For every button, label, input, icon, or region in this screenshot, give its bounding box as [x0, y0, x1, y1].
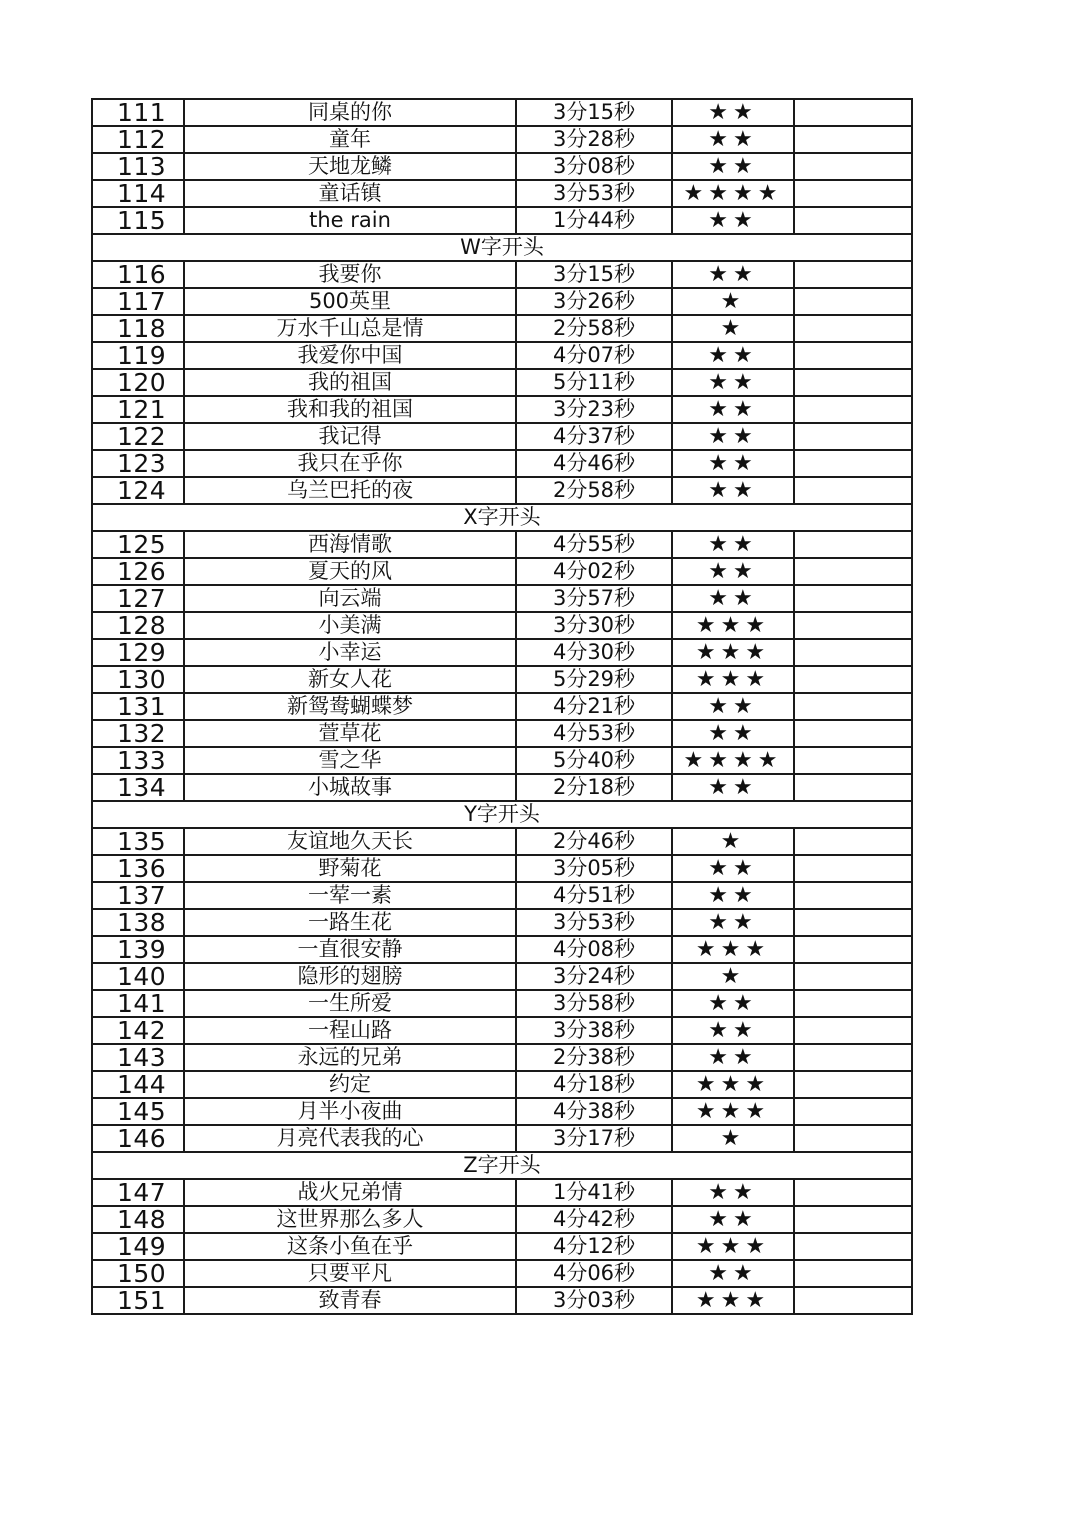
song-number: 150: [92, 1260, 184, 1287]
song-number: 128: [92, 612, 184, 639]
song-number: 116: [92, 261, 184, 288]
song-title: 我要你: [184, 261, 516, 288]
blank-cell: [794, 288, 912, 315]
song-title: 雪之华: [184, 747, 516, 774]
song-row: [92, 1179, 912, 1206]
song-duration: 4分06秒: [516, 1260, 672, 1287]
difficulty-stars: ★★★★: [672, 747, 794, 774]
song-number: 146: [92, 1125, 184, 1152]
difficulty-stars: ★★★★: [672, 180, 794, 207]
song-row: [92, 990, 912, 1017]
song-number: 130: [92, 666, 184, 693]
difficulty-stars: ★★: [672, 720, 794, 747]
song-duration: 2分58秒: [516, 315, 672, 342]
song-row: [92, 882, 912, 909]
song-row: [92, 774, 912, 801]
song-duration: 3分15秒: [516, 99, 672, 126]
blank-cell: [794, 1287, 912, 1314]
blank-cell: [794, 774, 912, 801]
difficulty-stars: ★★: [672, 1044, 794, 1071]
difficulty-stars: ★★: [672, 774, 794, 801]
blank-cell: [794, 909, 912, 936]
song-duration: 3分30秒: [516, 612, 672, 639]
song-number: 120: [92, 369, 184, 396]
song-number: 111: [92, 99, 184, 126]
song-title: 月半小夜曲: [184, 1098, 516, 1125]
song-duration: 5分40秒: [516, 747, 672, 774]
song-title: 500英里: [184, 288, 516, 315]
song-number: 142: [92, 1017, 184, 1044]
song-row: [92, 720, 912, 747]
song-number: 123: [92, 450, 184, 477]
song-duration: 4分51秒: [516, 882, 672, 909]
song-duration: 4分38秒: [516, 1098, 672, 1125]
song-row: [92, 369, 912, 396]
song-title: 月亮代表我的心: [184, 1125, 516, 1152]
song-row: [92, 558, 912, 585]
song-row: [92, 99, 912, 126]
section-header-row: [92, 1152, 912, 1179]
song-title: 这世界那么多人: [184, 1206, 516, 1233]
song-row: [92, 261, 912, 288]
difficulty-stars: ★: [672, 828, 794, 855]
song-number: 145: [92, 1098, 184, 1125]
blank-cell: [794, 1125, 912, 1152]
song-number: 139: [92, 936, 184, 963]
song-duration: 2分38秒: [516, 1044, 672, 1071]
difficulty-stars: ★★: [672, 1017, 794, 1044]
difficulty-stars: ★★: [672, 1179, 794, 1206]
blank-cell: [794, 585, 912, 612]
song-number: 136: [92, 855, 184, 882]
song-title: 小美满: [184, 612, 516, 639]
difficulty-stars: ★★: [672, 909, 794, 936]
difficulty-stars: ★★: [672, 1206, 794, 1233]
song-number: 133: [92, 747, 184, 774]
blank-cell: [794, 1098, 912, 1125]
song-duration: 3分05秒: [516, 855, 672, 882]
section-label: W字开头: [92, 234, 912, 261]
song-table: [91, 98, 913, 1315]
song-number: 115: [92, 207, 184, 234]
blank-cell: [794, 666, 912, 693]
song-row: [92, 315, 912, 342]
section-label: Z字开头: [92, 1152, 912, 1179]
blank-cell: [794, 558, 912, 585]
difficulty-stars: ★★: [672, 396, 794, 423]
blank-cell: [794, 477, 912, 504]
song-title: 一路生花: [184, 909, 516, 936]
difficulty-stars: ★★: [672, 153, 794, 180]
difficulty-stars: ★★: [672, 882, 794, 909]
song-title: 我爱你中国: [184, 342, 516, 369]
song-title: 向云端: [184, 585, 516, 612]
song-title: 天地龙鳞: [184, 153, 516, 180]
blank-cell: [794, 423, 912, 450]
song-duration: 3分15秒: [516, 261, 672, 288]
blank-cell: [794, 450, 912, 477]
difficulty-stars: ★★: [672, 990, 794, 1017]
difficulty-stars: ★★: [672, 558, 794, 585]
blank-cell: [794, 369, 912, 396]
difficulty-stars: ★★: [672, 477, 794, 504]
difficulty-stars: ★★: [672, 99, 794, 126]
song-duration: 3分03秒: [516, 1287, 672, 1314]
blank-cell: [794, 963, 912, 990]
blank-cell: [794, 261, 912, 288]
song-row: [92, 1206, 912, 1233]
blank-cell: [794, 1206, 912, 1233]
song-duration: 3分26秒: [516, 288, 672, 315]
blank-cell: [794, 1017, 912, 1044]
song-title: 夏天的风: [184, 558, 516, 585]
song-title: 新女人花: [184, 666, 516, 693]
song-row: [92, 342, 912, 369]
section-header-row: [92, 801, 912, 828]
song-number: 113: [92, 153, 184, 180]
song-title: 童年: [184, 126, 516, 153]
song-row: [92, 288, 912, 315]
blank-cell: [794, 1071, 912, 1098]
blank-cell: [794, 207, 912, 234]
song-number: 140: [92, 963, 184, 990]
song-title: 一程山路: [184, 1017, 516, 1044]
difficulty-stars: ★: [672, 288, 794, 315]
song-title: 同桌的你: [184, 99, 516, 126]
song-row: [92, 1017, 912, 1044]
difficulty-stars: ★★: [672, 207, 794, 234]
difficulty-stars: ★★: [672, 342, 794, 369]
song-row: [92, 612, 912, 639]
difficulty-stars: ★: [672, 963, 794, 990]
song-duration: 2分58秒: [516, 477, 672, 504]
song-duration: 3分57秒: [516, 585, 672, 612]
song-row: [92, 1071, 912, 1098]
song-duration: 4分55秒: [516, 531, 672, 558]
blank-cell: [794, 153, 912, 180]
song-title: the rain: [184, 207, 516, 234]
song-row: [92, 855, 912, 882]
song-number: 135: [92, 828, 184, 855]
blank-cell: [794, 882, 912, 909]
difficulty-stars: ★★: [672, 855, 794, 882]
song-duration: 3分38秒: [516, 1017, 672, 1044]
blank-cell: [794, 180, 912, 207]
song-duration: 3分24秒: [516, 963, 672, 990]
song-title: 乌兰巴托的夜: [184, 477, 516, 504]
song-duration: 1分41秒: [516, 1179, 672, 1206]
song-title: 战火兄弟情: [184, 1179, 516, 1206]
song-duration: 4分08秒: [516, 936, 672, 963]
blank-cell: [794, 1233, 912, 1260]
blank-cell: [794, 612, 912, 639]
difficulty-stars: ★★★: [672, 1287, 794, 1314]
section-header-row: [92, 504, 912, 531]
song-duration: 3分23秒: [516, 396, 672, 423]
difficulty-stars: ★★: [672, 261, 794, 288]
song-duration: 4分07秒: [516, 342, 672, 369]
blank-cell: [794, 1179, 912, 1206]
song-title: 我记得: [184, 423, 516, 450]
blank-cell: [794, 855, 912, 882]
song-number: 149: [92, 1233, 184, 1260]
song-number: 132: [92, 720, 184, 747]
section-label: Y字开头: [92, 801, 912, 828]
song-title: 小城故事: [184, 774, 516, 801]
blank-cell: [794, 990, 912, 1017]
difficulty-stars: ★★: [672, 693, 794, 720]
song-table-body: [92, 99, 912, 1314]
song-row: [92, 1044, 912, 1071]
song-duration: 4分21秒: [516, 693, 672, 720]
song-duration: 3分53秒: [516, 180, 672, 207]
song-row: [92, 477, 912, 504]
song-title: 一荤一素: [184, 882, 516, 909]
difficulty-stars: ★: [672, 315, 794, 342]
song-title: 致青春: [184, 1287, 516, 1314]
blank-cell: [794, 828, 912, 855]
song-number: 147: [92, 1179, 184, 1206]
song-row: [92, 693, 912, 720]
blank-cell: [794, 126, 912, 153]
song-title: 童话镇: [184, 180, 516, 207]
song-title: 小幸运: [184, 639, 516, 666]
song-row: [92, 450, 912, 477]
difficulty-stars: ★★: [672, 126, 794, 153]
song-duration: 3分28秒: [516, 126, 672, 153]
difficulty-stars: ★★: [672, 531, 794, 558]
song-row: [92, 585, 912, 612]
song-title: 万水千山总是情: [184, 315, 516, 342]
blank-cell: [794, 1260, 912, 1287]
difficulty-stars: ★★: [672, 585, 794, 612]
song-row: [92, 1125, 912, 1152]
song-number: 129: [92, 639, 184, 666]
song-row: [92, 1098, 912, 1125]
song-duration: 5分29秒: [516, 666, 672, 693]
song-number: 126: [92, 558, 184, 585]
song-row: [92, 963, 912, 990]
song-duration: 4分53秒: [516, 720, 672, 747]
song-number: 137: [92, 882, 184, 909]
song-number: 127: [92, 585, 184, 612]
difficulty-stars: ★★★: [672, 1233, 794, 1260]
difficulty-stars: ★★★: [672, 936, 794, 963]
song-number: 112: [92, 126, 184, 153]
song-number: 134: [92, 774, 184, 801]
song-title: 一直很安静: [184, 936, 516, 963]
song-duration: 4分12秒: [516, 1233, 672, 1260]
song-number: 122: [92, 423, 184, 450]
song-title: 友谊地久天长: [184, 828, 516, 855]
song-number: 117: [92, 288, 184, 315]
song-number: 143: [92, 1044, 184, 1071]
song-title: 野菊花: [184, 855, 516, 882]
song-row: [92, 207, 912, 234]
song-title: 萱草花: [184, 720, 516, 747]
song-row: [92, 747, 912, 774]
song-number: 144: [92, 1071, 184, 1098]
song-number: 138: [92, 909, 184, 936]
difficulty-stars: ★★: [672, 423, 794, 450]
song-title: 永远的兄弟: [184, 1044, 516, 1071]
song-duration: 3分53秒: [516, 909, 672, 936]
difficulty-stars: ★★★: [672, 1071, 794, 1098]
song-row: [92, 1260, 912, 1287]
song-row: [92, 639, 912, 666]
song-duration: 4分02秒: [516, 558, 672, 585]
difficulty-stars: ★★: [672, 450, 794, 477]
song-duration: 4分18秒: [516, 1071, 672, 1098]
song-duration: 3分58秒: [516, 990, 672, 1017]
difficulty-stars: ★★★: [672, 666, 794, 693]
song-title: 我的祖国: [184, 369, 516, 396]
song-duration: 4分42秒: [516, 1206, 672, 1233]
song-row: [92, 126, 912, 153]
song-title: 新鸳鸯蝴蝶梦: [184, 693, 516, 720]
song-duration: 1分44秒: [516, 207, 672, 234]
section-label: X字开头: [92, 504, 912, 531]
song-title: 我和我的祖国: [184, 396, 516, 423]
song-duration: 4分37秒: [516, 423, 672, 450]
blank-cell: [794, 315, 912, 342]
blank-cell: [794, 639, 912, 666]
blank-cell: [794, 396, 912, 423]
song-row: [92, 936, 912, 963]
song-duration: 5分11秒: [516, 369, 672, 396]
song-title: 我只在乎你: [184, 450, 516, 477]
song-row: [92, 153, 912, 180]
song-duration: 2分18秒: [516, 774, 672, 801]
blank-cell: [794, 747, 912, 774]
song-duration: 4分30秒: [516, 639, 672, 666]
difficulty-stars: ★★: [672, 369, 794, 396]
song-row: [92, 666, 912, 693]
difficulty-stars: ★★: [672, 1260, 794, 1287]
song-number: 151: [92, 1287, 184, 1314]
blank-cell: [794, 936, 912, 963]
song-duration: 3分17秒: [516, 1125, 672, 1152]
blank-cell: [794, 1044, 912, 1071]
song-number: 148: [92, 1206, 184, 1233]
song-title: 西海情歌: [184, 531, 516, 558]
song-duration: 2分46秒: [516, 828, 672, 855]
song-title: 约定: [184, 1071, 516, 1098]
difficulty-stars: ★★★: [672, 1098, 794, 1125]
song-number: 119: [92, 342, 184, 369]
song-row: [92, 909, 912, 936]
section-header-row: [92, 234, 912, 261]
blank-cell: [794, 342, 912, 369]
song-number: 114: [92, 180, 184, 207]
song-number: 121: [92, 396, 184, 423]
difficulty-stars: ★★★: [672, 612, 794, 639]
song-title: 隐形的翅膀: [184, 963, 516, 990]
song-number: 124: [92, 477, 184, 504]
song-number: 125: [92, 531, 184, 558]
blank-cell: [794, 99, 912, 126]
song-number: 118: [92, 315, 184, 342]
song-title: 只要平凡: [184, 1260, 516, 1287]
song-number: 131: [92, 693, 184, 720]
song-title: 这条小鱼在乎: [184, 1233, 516, 1260]
difficulty-stars: ★★★: [672, 639, 794, 666]
song-row: [92, 1287, 912, 1314]
song-number: 141: [92, 990, 184, 1017]
difficulty-stars: ★: [672, 1125, 794, 1152]
blank-cell: [794, 693, 912, 720]
song-row: [92, 828, 912, 855]
song-row: [92, 396, 912, 423]
song-row: [92, 531, 912, 558]
song-row: [92, 180, 912, 207]
blank-cell: [794, 531, 912, 558]
song-row: [92, 1233, 912, 1260]
blank-cell: [794, 720, 912, 747]
song-duration: 3分08秒: [516, 153, 672, 180]
song-duration: 4分46秒: [516, 450, 672, 477]
song-title: 一生所爱: [184, 990, 516, 1017]
song-row: [92, 423, 912, 450]
